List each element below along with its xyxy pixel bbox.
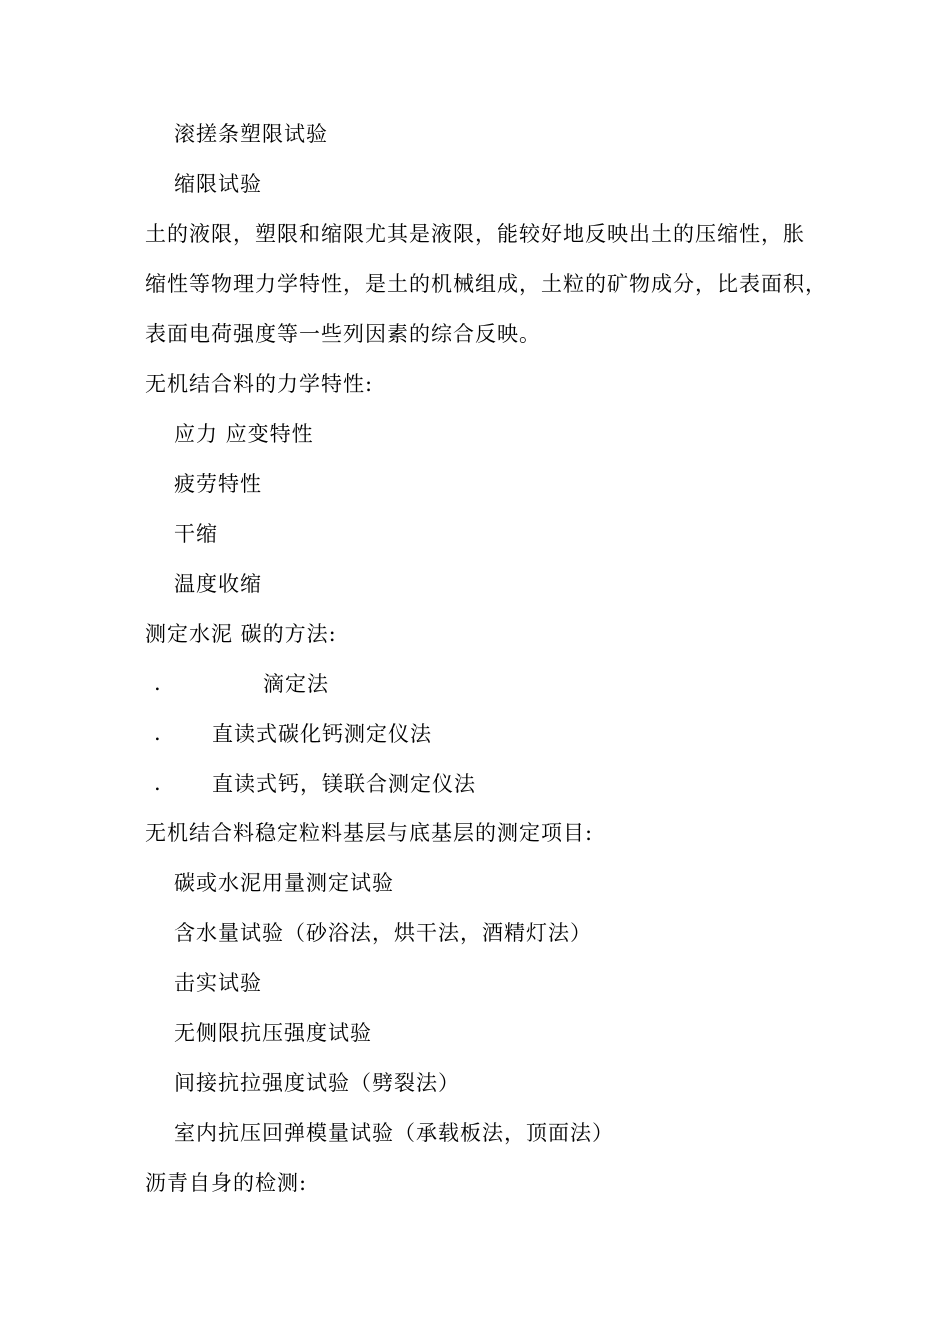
paragraph-line-1: 土的液限，塑限和缩限尤其是液限，能较好地反映出土的压缩性，胀	[145, 222, 805, 246]
soil-test-rolling-plastic-limit: 滚搓条塑限试验	[174, 122, 328, 146]
base-item: 室内抗压回弹模量试验（承载板法，顶面法）	[174, 1121, 614, 1145]
mechanical-item: 疲劳特性	[174, 472, 262, 496]
method-bullet: .	[154, 671, 161, 695]
soil-test-shrinkage-limit: 缩限试验	[174, 172, 262, 196]
method-item: 直读式钙，镁联合测定仪法	[212, 772, 476, 796]
mechanical-item: 温度收缩	[174, 572, 262, 596]
method-bullet: .	[154, 771, 161, 795]
method-item: 直读式碳化钙测定仪法	[212, 722, 432, 746]
base-item: 无侧限抗压强度试验	[174, 1021, 372, 1045]
method-item: 滴定法	[263, 672, 329, 696]
mechanical-heading: 无机结合料的力学特性:	[145, 372, 374, 396]
paragraph-line-2: 缩性等物理力学特性，是土的机械组成，土粒的矿物成分，比表面积，	[145, 272, 827, 296]
base-item: 含水量试验（砂浴法，烘干法，酒精灯法）	[174, 921, 592, 945]
base-heading: 无机结合料稳定粒料基层与底基层的测定项目:	[145, 821, 594, 845]
method-heading: 测定水泥 碳的方法:	[145, 622, 337, 646]
base-item: 碳或水泥用量测定试验	[174, 871, 394, 895]
base-item: 击实试验	[174, 971, 262, 995]
asphalt-heading: 沥青自身的检测:	[145, 1171, 308, 1195]
mechanical-item: 应力 应变特性	[174, 422, 314, 446]
mechanical-item: 干缩	[174, 522, 218, 546]
base-item: 间接抗拉强度试验（劈裂法）	[174, 1071, 460, 1095]
method-bullet: .	[154, 721, 161, 745]
paragraph-line-3: 表面电荷强度等一些列因素的综合反映。	[145, 322, 541, 346]
